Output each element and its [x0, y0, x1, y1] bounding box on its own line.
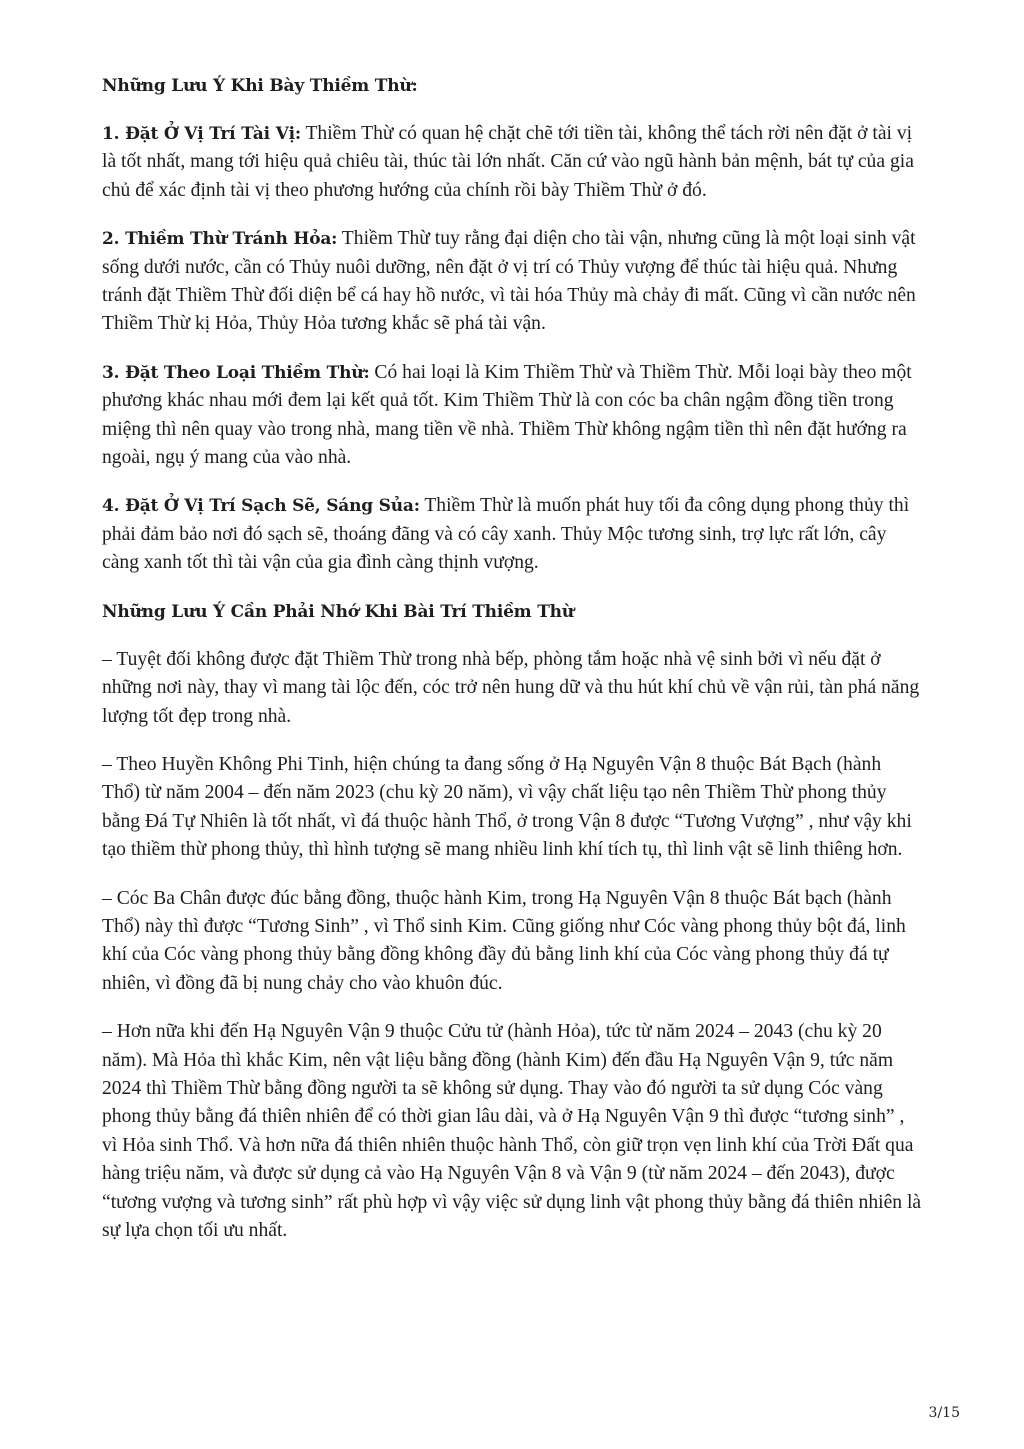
note-item-3-lead: 3. Đặt Theo Loại Thiềm Thừ: [102, 362, 370, 383]
note-item-1-lead: 1. Đặt Ở Vị Trí Tài Vị: [102, 124, 301, 144]
note-item-2 [102, 225, 922, 339]
note-item-1 [102, 120, 922, 205]
note-item-2-lead: 2. Thiềm Thừ Tránh Hỏa: [102, 229, 338, 250]
page-number: 3/15 [928, 1405, 960, 1421]
document-page [102, 72, 922, 1265]
note-item-4-text: Thiềm Thừ là muốn phát huy tối đa công dụng phong thủy thì phải đảm bảo nơi đó sạch sẽ, thoáng đãng và có cây xanh. Thủy Mộc tương sinh, trợ lực rất lớn, cây càng xanh tốt thì tài vận của gia đình càng thịnh vượng. [102, 495, 910, 574]
note-item-4 [102, 492, 922, 577]
note-item-3-text: Có hai loại là Kim Thiềm Thừ và Thiềm Thừ. Mỗi loại bày theo một phương khác nhau mới đem lại kết quả tốt. Kim Thiềm Thừ là con cóc ba chân ngậm đồng tiền trong miệng thì nên quay vào trong nhà, mang tiền về nhà. Thiềm Thừ không ngậm tiền thì nên đặt hướng ra ngoài, ngụ ý mang của vào nhà. [102, 361, 912, 469]
reminder-paragraph-4: – Hơn nữa khi đến Hạ Nguyên Vận 9 thuộc Cửu tử (hành Hỏa), tức từ năm 2024 – 2043 (chu kỳ 20 năm). Mà Hỏa thì khắc Kim, nên vật liệu bằng đồng (hành Kim) đến đầu Hạ Nguyên Vận 9, tức năm 2024 thì Thiềm Thừ bằng đồng người ta sẽ không sử dụng. Thay vào đó người ta sử dụng Cóc vàng phong thủy bằng đá thiên nhiên để có thời gian lâu dài, và ở Hạ Nguyên Vận 9 thì được “tương sinh” , vì Hỏa sinh Thổ. Và hơn nữa đá thiên nhiên thuộc hành Thổ, còn giữ trọn vẹn linh khí của Trời Đất qua hàng triệu năm, và được sử dụng cả vào Hạ Nguyên Vận 8 và Vận 9 (từ năm 2024 – đến 2043), được “tương vượng và tương sinh” rất phù hợp vì vậy việc sử dụng linh vật phong thủy bằng đá thiên nhiên là sự lựa chọn tối ưu nhất. [102, 1021, 922, 1241]
reminder-paragraph-1: – Tuyệt đối không được đặt Thiềm Thừ trong nhà bếp, phòng tắm hoặc nhà vệ sinh bởi vì nếu đặt ở những nơi này, thay vì mang tài lộc đến, cóc trở nên hung dữ và thu hút khí chủ về vận rủi, tàn phá năng lượng tốt đẹp trong nhà. [102, 648, 920, 727]
note-item-2-text: Thiềm Thừ tuy rằng đại diện cho tài vận, nhưng cũng là một loại sinh vật sống dưới nước, cần có Thủy nuôi dưỡng, nên đặt ở vị trí có Thủy vượng để thúc tài hiệu quả. Nhưng tránh đặt Thiềm Thừ đối diện bể cá hay hồ nước, vì tài hóa Thủy mà chảy đi mất. Cũng vì cần nước nên Thiềm Thừ kị Hỏa, Thủy Hỏa tương khắc sẽ phá tài vận. [102, 228, 916, 335]
section-heading-reminders: Những Lưu Ý Cần Phải Nhớ Khi Bài Trí Thiềm Thừ [102, 601, 574, 622]
section-heading-notes: Những Lưu Ý Khi Bày Thiềm Thừ: [102, 76, 418, 96]
note-item-3 [102, 359, 922, 473]
reminder-paragraph-2: – Theo Huyền Không Phi Tinh, hiện chúng ta đang sống ở Hạ Nguyên Vận 8 thuộc Bát Bạch (hành Thổ) từ năm 2004 – đến năm 2023 (chu kỳ 20 năm), vì vậy chất liệu tạo nên Thiềm Thừ phong thủy bằng Đá Tự Nhiên là tốt nhất, vì đá thuộc hành Thổ, ở trong Vận 8 được “Tương Vượng” , như vậy khi tạo thiềm thừ phong thủy, thì hình tượng sẽ mang nhiều linh khí tích tụ, thì linh vật sẽ linh thiêng hơn. [102, 753, 912, 861]
note-item-4-lead: 4. Đặt Ở Vị Trí Sạch Sẽ, Sáng Sủa: [102, 496, 420, 517]
note-item-1-text: Thiềm Thừ có quan hệ chặt chẽ tới tiền tài, không thể tách rời nên đặt ở tài vị là tốt nhất, mang tới hiệu quả chiêu tài, thúc tài lớn nhất. Căn cứ vào ngũ hành bản mệnh, bát tự của gia chủ để xác định tài vị theo phương hướng của chính rồi bày Thiềm Thừ ở đó. [102, 123, 914, 201]
reminder-paragraph-3: – Cóc Ba Chân được đúc bằng đồng, thuộc hành Kim, trong Hạ Nguyên Vận 8 thuộc Bát bạch (hành Thổ) này thì được “Tương Sinh” , vì Thổ sinh Kim. Cũng giống như Cóc vàng phong thủy bột đá, linh khí của Cóc vàng phong thủy bằng đồng không đầy đủ bằng linh khí của Cóc vàng phong thủy đá tự nhiên, vì đồng đã bị nung chảy cho vào khuôn đúc. [102, 887, 906, 994]
